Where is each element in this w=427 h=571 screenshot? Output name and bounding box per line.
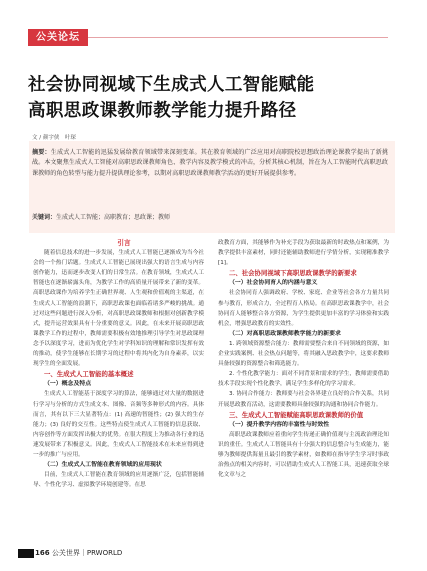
s1-paragraph1: 生成式人工智能基于深度学习的算法，能够通过对大量的数据进行学习与分析的方式生成文本、图像、音频等多种形式的内容。具体而言，其有以下三大显著特点：(1) 高速的智能性；(2) 强大的生存能力；(3) 良好的交互性。这些特点使生成式人工智能的信息获取、内容创作等方面发挥出极大的优势。在很大程度上为推动各行业的迅速发展带来了积极意义。因此，生成式人工智能技术在未来应得到进一步的推广与应用。 bbox=[33, 391, 204, 458]
magazine-name: 公关世界 bbox=[51, 549, 80, 557]
authors: 文 / 颜宇侠 叶琛 bbox=[32, 135, 76, 141]
keywords bbox=[32, 212, 388, 221]
keywords-text: 生成式人工智能；高职教育；思政课；教师 bbox=[56, 214, 171, 221]
article-title-line1: 社会协同视域下生成式人工智能赋能 bbox=[28, 75, 315, 95]
right-column bbox=[218, 238, 389, 480]
s2-sub1-heading: （一）社会协同育人的内涵与意义 bbox=[229, 280, 318, 287]
abstract bbox=[32, 148, 388, 179]
intro-paragraph: 随着信息技术的进一步发展，生成式人工智能已逐渐成为当今社会的一个热门话题。生成式人工智能已展现出强大的语言生成与内容创作能力，迅而逐步改变人们的日常生活。在教育领域，生成式人工智能也在逐渐崭露头角，为教学工作的高质量开展带来了新的变革。高职思政课作为培养学生正确世界观、人生观和价值观的主渠道，在生成式人工智能的浪潮下，高职思政课也面临着诸多严峻的挑战。通过对这些问题进行深入分析，对高职思政课教师和根据对创新教学模式，提升运营效果具有十分重要的意义。因此，在未来开展高职思政课教学工作的过程中，教师需要积极有效地推理引导学生对思政课理念予以深度学习，进而为优化学生对学科知识的理解和常识发挥有效的推动，使学生能够在长期学习的过程中将其内化为自身素养，以实现学生的全面发展。 bbox=[33, 250, 204, 368]
section3-heading: 三、生成式人工智能赋能高职思政课教师的价值 bbox=[229, 410, 364, 419]
s2-paragraph3: 2. 个性化教学能力：面对不同背景和需求的学生，教师需要借助技术手段实现个性化教学，满足学生多样化的学习需求。 bbox=[218, 371, 389, 388]
article-title-line2: 高职思政课教师教学能力提升路径 bbox=[28, 101, 297, 121]
page-number: 166 bbox=[35, 549, 50, 557]
s1-sub1-heading: （一）概念及特点 bbox=[44, 381, 92, 388]
section1-heading: 一、生成式人工智能的基本概述 bbox=[44, 370, 134, 379]
s2-paragraph1: 社会协同育人强调政府、学校、家庭、企业等社会各方力量共同参与教育，形成合力，全过程育人格局。在高职思政课教学中，社会协同育人能够整合各方资源，为学生提供更加丰富的学习体验和实践机会，增强思政教育的实效性。 bbox=[218, 290, 389, 327]
s3-sub1-heading: （一）提升教学内容的丰富性与时效性 bbox=[229, 421, 330, 428]
left-column bbox=[33, 238, 204, 490]
footer-separator: ｜ bbox=[79, 549, 87, 557]
s3-paragraph1: 高职思政课教师应着重向学生传递正确价值观与主流政治理论知识的重任。生成式人工智能具有十分强大的信息整合与生成能力，能够为教师提供海量且最引的教学素材，如教师在指导学生学习时事政治热点的相关内容时，可以借助生成式人工智能工具，迅速获取全球化文章与之 bbox=[218, 431, 389, 479]
footer-bar bbox=[18, 549, 34, 558]
magazine-name-en: PRWORLD bbox=[86, 549, 123, 557]
s1-sub2-heading: （二）生成式人工智能在教育领域的应用现状 bbox=[44, 462, 162, 469]
abstract-label: 摘要： bbox=[32, 149, 51, 156]
s2-paragraph4: 3. 协同合作能力：教师要与社会各界建立良好的合作关系，共同开展思政教育活动，这需要教师具备较强的沟通和协同合作能力。 bbox=[218, 391, 389, 408]
s2-paragraph2: 1. 跨领域资源整合能力：教师需要整合来自不同领域的资源，如企业实践案例、社会热点问题等，将其融入思政教学中，这要求教师具备较强的资源整合和筛选能力。 bbox=[218, 340, 389, 368]
right-paragraph1: 政教育方面，其能够作为补充手段为获取最新的时政热点和案例，为教学提供丰富素材，同时还能辅助教师进行学情分析，实现精准教学[1]。 bbox=[218, 240, 389, 267]
section2-heading: 二、社会协同视域下高职思政课教学的新要求 bbox=[229, 269, 357, 278]
header-rule bbox=[88, 37, 388, 38]
s2-sub2-heading: （二）对高职思政课教师教学能力的新要求 bbox=[229, 330, 341, 337]
s1-paragraph2: 目前，生成式人工智能在教育领域的应用逐渐广泛，包括智能辅导、个性化学习、虚拟教学环境创建等。在思 bbox=[33, 472, 204, 489]
page-footer bbox=[35, 548, 122, 558]
abstract-text: 生成式人工智能的迅猛发展给教育领域带来深刻变革。其在教育领域的广泛应用对高职院校思想政治理论课教学提出了新挑战。本文聚焦生成式人工智能对高职思政课教师角色、教学内容及教学模式的冲击，分析其核心机制，旨在为人工智能时代高职思政课教师的角色转型与能力提升提供理论参考，以期对高职思政课教师教学活动的更好开展提供参考。 bbox=[32, 149, 389, 177]
intro-heading: 引言 bbox=[117, 239, 131, 247]
section-tag: 公关论坛 bbox=[28, 29, 88, 46]
keywords-label: 关键词： bbox=[32, 214, 57, 221]
